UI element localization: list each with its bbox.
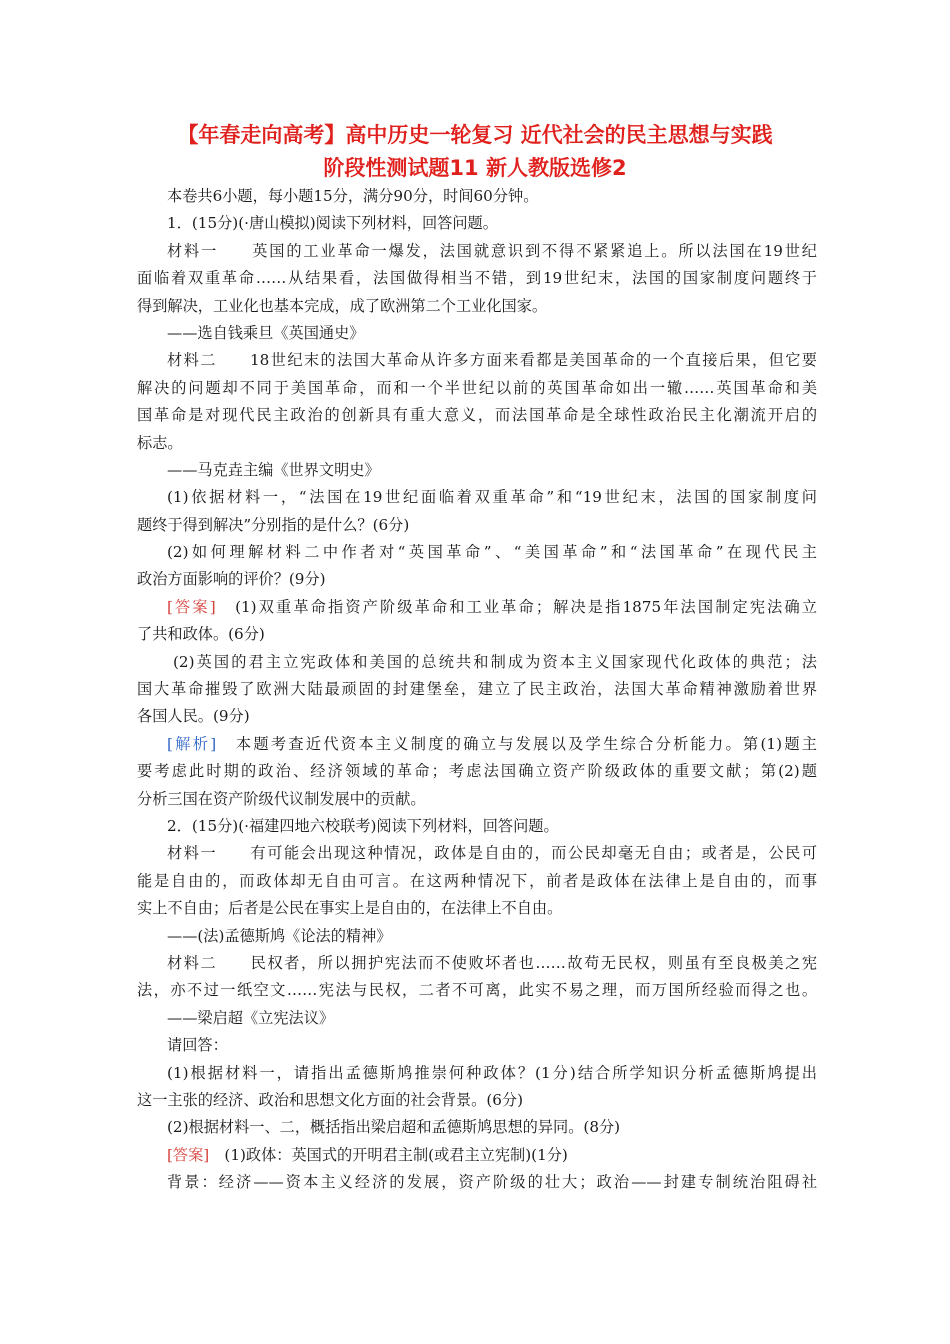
q2-subquestion2: (2)根据材料一、二，概括指出梁启超和孟德斯鸠思想的异同。(8分) (167, 1118, 621, 1137)
q2-material1-line: 材料一 有可能会出现这种情况，政体是自由的，而公民却毫无自由；或者是，公民可 (167, 844, 817, 863)
q1-heading: 1．(15分)(·唐山模拟)阅读下列材料，回答问题。 (167, 214, 498, 233)
q1-answer2-line: 各国人民。(9分) (137, 707, 250, 726)
q1-analysis-line: 分析三国在资产阶级代议制发展中的贡献。 (137, 789, 426, 808)
q2-material1-line: 实上不自由；后者是公民在事实上是自由的，在法律上不自由。 (137, 899, 563, 918)
q1-material2-line: 国革命是对现代民主政治的创新具有重大意义，而法国革命是全球性政治民主化潮流开启的 (137, 406, 817, 425)
q1-answer2-line: 国大革命摧毁了欧洲大陆最顽固的封建堡垒，建立了民主政治，法国大革命精神激励着世界 (137, 680, 817, 699)
q1-subquestion2-line: 政治方面影响的评价？(9分) (137, 570, 326, 589)
q1-material2-line: 标志。 (137, 433, 183, 452)
q1-subquestion1-line: (1)依据材料一，“法国在19世纪面临着双重革命”和“19世纪末，法国的国家制度问 (167, 488, 817, 507)
answer-tag: [答案] (167, 1145, 210, 1164)
q1-material1-line: 得到解决，工业化也基本完成，成了欧洲第二个工业化国家。 (137, 296, 548, 315)
q2-material1-line: 能是自由的，而政体却无自由可言。在这两种情况下，前者是政体在法律上是自由的，而事 (137, 871, 817, 890)
answer-text: (1)双重革命指资产阶级革命和工业革命；解决是指1875年法国制定宪法确立 (215, 597, 817, 616)
q1-subquestion2-line: (2)如何理解材料二中作者对“英国革命”、“美国革命”和“法国革命”在现代民主 (167, 543, 817, 562)
q2-background-line: 背景：经济——资本主义经济的发展，资产阶级的壮大；政治——封建专制统治阻碍社 (167, 1173, 817, 1192)
analysis-text: 本题考查近代资本主义制度的确立与发展以及学生综合分析能力。第(1)题主 (216, 734, 817, 753)
q1-material2-line: 材料二 18世纪末的法国大革命从许多方面来看都是美国革命的一个直接后果，但它要 (167, 351, 817, 370)
q1-subquestion1-line: 题终于得到解决”分别指的是什么？(6分) (137, 515, 410, 534)
exam-intro: 本卷共6小题，每小题15分，满分90分，时间60分钟。 (167, 187, 539, 205)
q1-material1-line: 材料一 英国的工业革命一爆发，法国就意识到不得不紧紧追上。所以法国在19世纪 (167, 241, 817, 260)
q1-material2-source: ——马克垚主编《世界文明史》 (167, 460, 380, 479)
q2-subquestion1-line: 这一主张的经济、政治和思想文化方面的社会背景。(6分) (137, 1090, 524, 1109)
answer-tag: [答案] (167, 597, 216, 616)
document-body (137, 183, 817, 1196)
document-title-line2: 阶段性测试题11 新人教版选修2 (323, 156, 627, 180)
q2-answer-line (137, 1142, 817, 1169)
q2-material1-source: ——(法)孟德斯鸠《论法的精神》 (167, 926, 392, 945)
answer-text: (1)政体：英国式的开明君主制(或君主立宪制)(1分) (209, 1145, 568, 1164)
q2-material2-source: ——梁启超《立宪法议》 (167, 1008, 335, 1027)
q2-heading: 2．(15分)(·福建四地六校联考)阅读下列材料，回答问题。 (167, 816, 559, 835)
q1-answer-line: 了共和政体。(6分) (137, 625, 265, 644)
q1-analysis-line: 要考虑此时期的政治、经济领域的革命；考虑法国确立资产阶级政体的重要文献；第(2)题 (137, 762, 817, 781)
q2-material2-line: 法，亦不过一纸空文……宪法与民权，二者不可离，此实不易之理，而万国所经验而得之也。 (137, 981, 817, 1000)
analysis-tag: [解析] (167, 734, 217, 753)
q1-answer-line (137, 594, 817, 621)
q2-subquestion1-line: (1)根据材料一，请指出孟德斯鸠推崇何种政体？(1分)结合所学知识分析孟德斯鸠提出 (167, 1063, 817, 1082)
q1-analysis-line (137, 731, 817, 758)
q2-ask: 请回答： (167, 1036, 228, 1055)
q2-material2-line: 材料二 民权者，所以拥护宪法而不使败坏者也……故苟无民权，则虽有至良极美之宪 (167, 953, 817, 972)
q1-material1-line: 面临着双重革命……从结果看，法国做得相当不错，到19世纪末，法国的国家制度问题终于 (137, 269, 817, 288)
q1-answer2-line: (2)英国的君主立宪政体和美国的总统共和制成为资本主义国家现代化政体的典范；法 (173, 652, 817, 671)
q1-material2-line: 解决的问题却不同于美国革命，而和一个半世纪以前的英国革命如出一辙……英国革命和美 (137, 378, 817, 397)
document-title-line1: 【年春走向高考】高中历史一轮复习 近代社会的民主思想与实践 (177, 123, 773, 147)
q1-material1-source: ——选自钱乘旦《英国通史》 (167, 323, 365, 342)
